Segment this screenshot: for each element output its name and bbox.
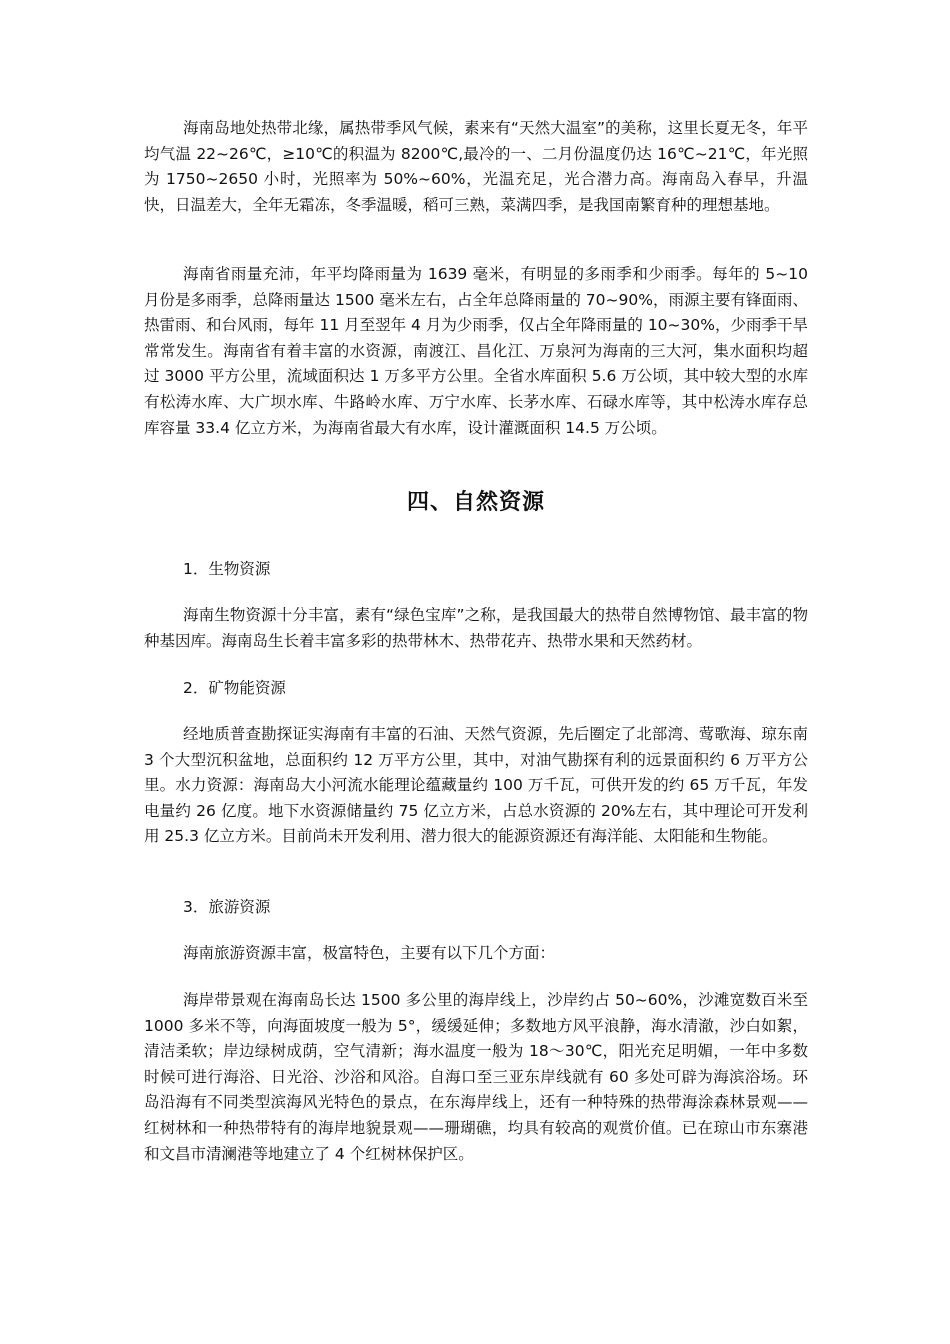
subheading-mineral: 2．矿物能资源 <box>183 679 286 697</box>
paragraph-mineral: 经地质普查勘探证实海南有丰富的石油、天然气资源，先后圈定了北部湾、莺歌海、琼东南 3 个大型沉积盆地，总面积约 12 万平方公里，其中，对油气勘探有利的远景面积约 6 万平方公里。水力资源：海南岛大小河流水能理论蕴藏量约 100 万千瓦，可供开发的约 65 万千瓦，年发电量约 26 亿度。地下水资源储量约 75 亿立方米，占总水资源的 20%左右，其中理论可开发利用 25.3 亿立方米。目前尚未开发利用、潜力很大的能源资源还有海洋能、太阳能和生物能。 <box>144 725 808 846</box>
paragraph-bio: 海南生物资源十分丰富，素有“绿色宝库”之称，是我国最大的热带自然博物馆、最丰富的物种基因库。海南岛生长着丰富多彩的热带林木、热带花卉、热带水果和天然药材。 <box>144 606 808 650</box>
paragraph-climate: 海南岛地处热带北缘，属热带季风气候，素来有“天然大温室”的美称，这里长夏无冬，年平均气温 22~26℃，≥10℃的积温为 8200℃,最冷的一、二月份温度仍达 16℃~21℃，年光照为 1750~2650 小时，光照率为 50%~60%，光温充足，光合潜力高。海南岛入春早，升温快，日温差大，全年无霜冻，冬季温暖，稻可三熟，菜满四季，是我国南繁育种的理想基地。 <box>144 119 808 214</box>
paragraph-coast: 海岸带景观在海南岛长达 1500 多公里的海岸线上，沙岸约占 50~60%，沙滩宽数百米至 1000 多米不等，向海面坡度一般为 5°，缓缓延伸；多数地方风平浪静，海水清澈，沙白如絮，清洁柔软；岸边绿树成荫，空气清新；海水温度一般为 18～30℃，阳光充足明媚，一年中多数时候可进行海浴、日光浴、沙浴和风浴。自海口至三亚东岸线就有 60 多处可辟为海滨浴场。环岛沿海有不同类型滨海风光特色的景点，在东海岸线上，还有一种特殊的热带海涂森林景观——红树林和一种热带特有的海岸地貌景观——珊瑚礁，均具有较高的观赏价值。已在琼山市东寨港和文昌市清澜港等地建立了 4 个红树林保护区。 <box>144 991 808 1163</box>
section-title: 四、自然资源 <box>406 490 545 515</box>
paragraph-tourism-intro: 海南旅游资源丰富，极富特色，主要有以下几个方面： <box>183 944 556 962</box>
paragraph-rainfall: 海南省雨量充沛，年平均降雨量为 1639 毫米，有明显的多雨季和少雨季。每年的 5~10 月份是多雨季，总降雨量达 1500 毫米左右，占全年总降雨量的 70~90%，雨源主要有锋面雨、热雷雨、和台风雨，每年 11 月至翌年 4 月为少雨季，仅占全年降雨量的 10~30%，少雨季干旱常常发生。海南省有着丰富的水资源，南渡江、昌化江、万泉河为海南的三大河，集水面积均超过 3000 平方公里，流域面积达 1 万多平方公里。全省水库面积 5.6 万公顷，其中较大型的水库有松涛水库、大广坝水库、牛路岭水库、万宁水库、长茅水库、石碌水库等，其中松涛水库存总库容量 33.4 亿立方米，为海南省最大有水库，设计灌溉面积 14.5 万公顷。 <box>144 265 808 437</box>
subheading-bio: 1．生物资源 <box>183 560 271 578</box>
subheading-tourism: 3．旅游资源 <box>183 898 271 916</box>
